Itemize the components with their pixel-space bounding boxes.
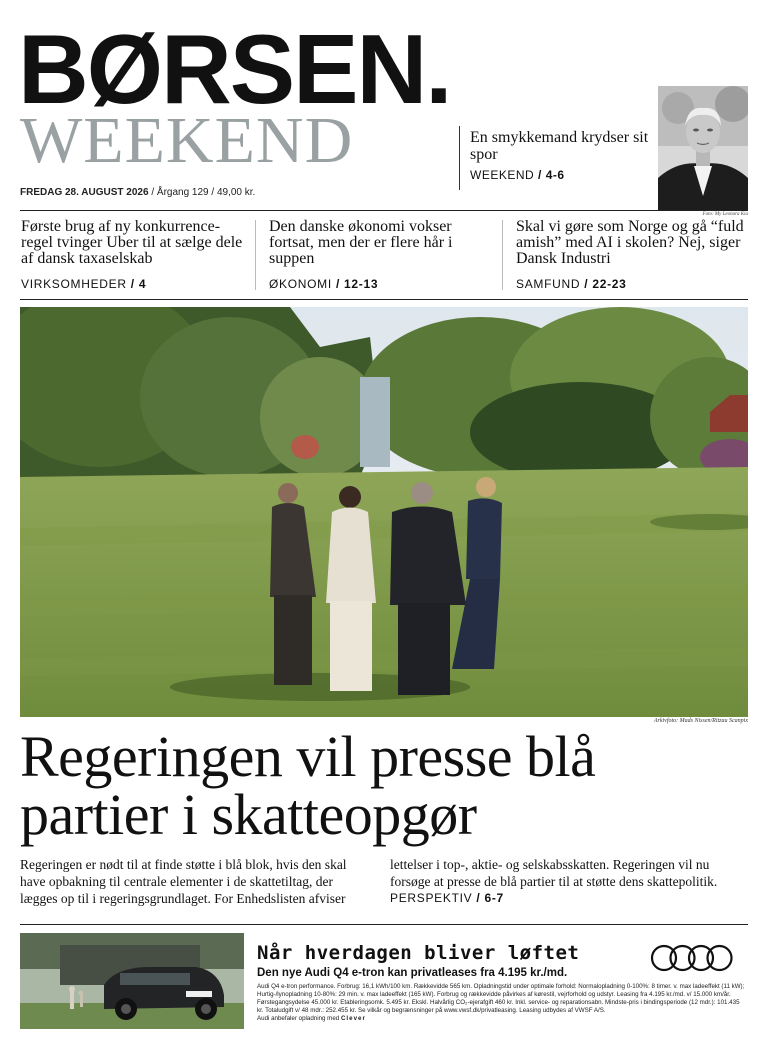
- teaser-pages: / 22-23: [584, 277, 627, 291]
- main-headline[interactable]: [20, 724, 750, 847]
- main-headline-line-1: Regeringen vil presse blå: [20, 724, 596, 789]
- body-text-right: [390, 856, 750, 907]
- promo-section[interactable]: [470, 168, 565, 182]
- ad-charging-note: [257, 1015, 747, 1023]
- main-photo[interactable]: [20, 307, 748, 717]
- issue-meta: / Årgang 129 / 49,00 kr.: [151, 187, 256, 198]
- clever-logo: Clever: [340, 1015, 366, 1022]
- main-section-name: PERSPEKTIV: [390, 891, 473, 905]
- teaser-headline-3[interactable]: Skal vi gøre som Norge og gå “fuld amish” med AI i skolen? Nej, siger Dansk Industri: [516, 218, 744, 267]
- teaser-section-1[interactable]: [21, 277, 146, 291]
- teaser-headline-1[interactable]: Første brug af ny konkurrence-regel tvinger Uber til at sælge dele af dansk taxaselskab: [21, 218, 243, 267]
- promo-portrait-photo[interactable]: [658, 86, 748, 210]
- top-rule: [20, 210, 748, 211]
- teaser-section-name: SAMFUND: [516, 277, 581, 291]
- ad-car-photo[interactable]: [20, 933, 244, 1029]
- teaser-section-name: ØKONOMI: [269, 277, 332, 291]
- teaser-bottom-rule: [20, 299, 748, 300]
- teaser-section-name: VIRKSOMHEDER: [21, 277, 127, 291]
- ad-fineprint: [257, 983, 747, 1023]
- promo-headline[interactable]: En smykkemand krydser sit spor: [470, 129, 649, 163]
- body-text-right-content: lettelser i top-, aktie- og selskabsskatten. Regeringen vil nu forsøge at presse de blå partier til at støtte dens skattepolitik.: [390, 857, 718, 889]
- ad-subheadline: Den nye Audi Q4 e-tron kan privatleases fra 4.195 kr./md.: [257, 967, 568, 979]
- teaser-section-2[interactable]: [269, 277, 378, 291]
- ad-charging-text: Audi anbefaler opladning med: [257, 1015, 340, 1022]
- main-headline-line-2: partier i skatteopgør: [20, 782, 477, 847]
- masthead-logo: BØRSEN.: [18, 14, 451, 124]
- audi-rings-logo-icon: [650, 943, 734, 973]
- promo-divider: [459, 126, 460, 190]
- promo-pages: / 4-6: [538, 168, 565, 182]
- promo-photo-credit: Foto: My Leonora Kia: [702, 212, 748, 217]
- main-pages: / 6-7: [476, 891, 504, 905]
- column-divider: [502, 220, 503, 290]
- main-section-ref[interactable]: [390, 890, 750, 907]
- teaser-section-3[interactable]: [516, 277, 627, 291]
- body-text-left: Regeringen er nødt til at finde støtte i blå blok, hvis den skal have opbakning til centrale elementer i de skattetiltag, der lægges op til i regeringsgrundlaget. For Enhedslisten afviser: [20, 857, 347, 906]
- masthead-weekend: WEEKEND: [20, 104, 354, 177]
- ad-fineprint-text: Audi Q4 e-tron performance. Forbrug: 16,1 kWh/100 km. Rækkevidde 565 km. Opladningstid under optimale forhold: Normalopladning 0-100%: 8 timer. v. max ladeeffekt (11 kW); Hurtig-/lynopladning 10-80%: 29 min. v. max ladeeffekt (165 kW). Forbrug og rækkevidde påvirkes af kørestil, vejrforhold og udstyr. Leasing fra 4.195 kr./md. v/ 15.000 km/år. Førstegangsydelse 45.000 kr. Etableringsomk. 5.495 kr. Ekskl. Halvårlig CO₂-ejerafgift 460 kr. Inkl. service- og reparationsabn. Mindste-pris i bindingsperiode (12 mdr.): 101.435 kr. Totaludgift v/ 48 mdr.: 252.455 kr. Se vilkår og begrænsninger på www.vwsf.dk/privatleasing. Leasing udbydes af VWSF A/S.: [257, 983, 745, 1014]
- issue-date: FREDAG 28. AUGUST 2026: [20, 187, 149, 198]
- column-divider: [255, 220, 256, 290]
- ad-headline[interactable]: Når hverdagen bliver løftet: [257, 942, 580, 964]
- ad-top-rule: [20, 924, 748, 925]
- teaser-pages: / 12-13: [335, 277, 379, 291]
- main-photo-credit: Arkivfoto: Mads Nissen/Ritzau Scanpix: [653, 718, 748, 724]
- promo-section-name: WEEKEND: [470, 168, 535, 182]
- dateline: [20, 187, 255, 198]
- teaser-pages: / 4: [130, 277, 147, 291]
- teaser-headline-2[interactable]: Den danske økonomi vokser fortsat, men der er flere hår i suppen: [269, 218, 453, 267]
